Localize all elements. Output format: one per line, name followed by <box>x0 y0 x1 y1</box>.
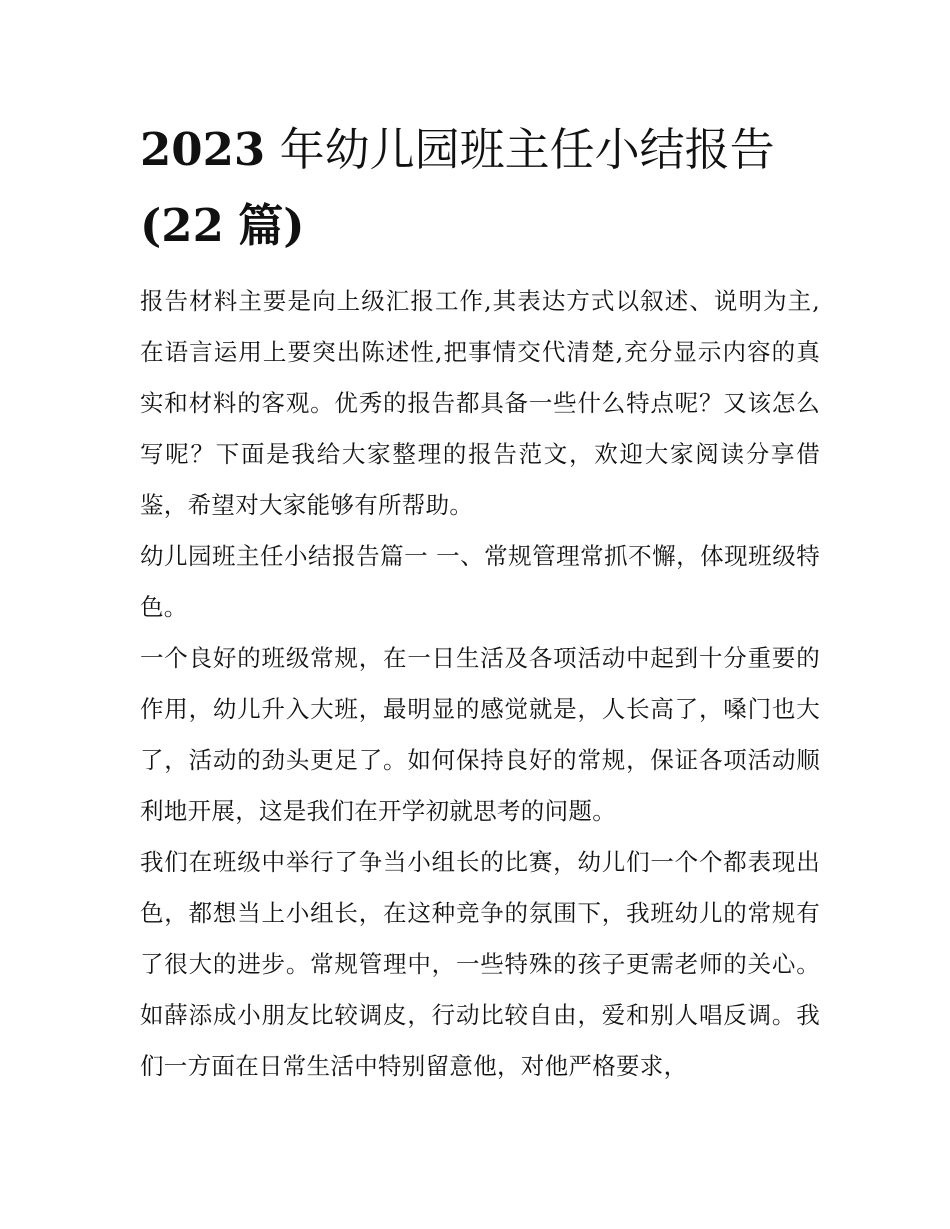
title-count: (22 <box>140 199 224 252</box>
paragraph-section-one-heading: 幼儿园班主任小结报告篇一 一、常规管理常抓不懈，体现班级特色。 <box>140 542 820 621</box>
paragraph-group-leader: 我们在班级中举行了争当小组长的比赛，幼儿们一个个都表现出色，都想当上小组长，在这种竞争的氛围下，我班幼儿的常规有了很大的进步。常规管理中，一些特殊的孩子更需老师的关心。如薛添成小朋友比较调皮，行动比较自由，爱和别人唱反调。我们一方面在日常生活中特别留意他，对他严格要求， <box>140 848 820 1080</box>
title-year: 2023 <box>140 123 266 176</box>
paragraph-routine: 一个良好的班级常规，在一日生活及各项活动中起到十分重要的作用，幼儿升入大班，最明显的感觉就是，人长高了，嗓门也大了，活动的劲头更足了。如何保持良好的常规，保证各项活动顺利地开展，这是我们在开学初就思考的问题。 <box>140 644 820 825</box>
paragraph-intro: 报告材料主要是向上级汇报工作,其表达方式以叙述、说明为主,在语言运用上要突出陈述性,把事情交代清楚,充分显示内容的真实和材料的客观。优秀的报告都具备一些什么特点呢？又该怎么写呢？下面是我给大家整理的报告范文，欢迎大家阅读分享借鉴，希望对大家能够有所帮助。 <box>140 287 820 519</box>
document-title <box>140 112 820 264</box>
document-body <box>140 276 820 1092</box>
title-text: 年幼儿园班主任小结报告 <box>279 123 775 176</box>
title-count-suffix: 篇) <box>238 199 305 252</box>
